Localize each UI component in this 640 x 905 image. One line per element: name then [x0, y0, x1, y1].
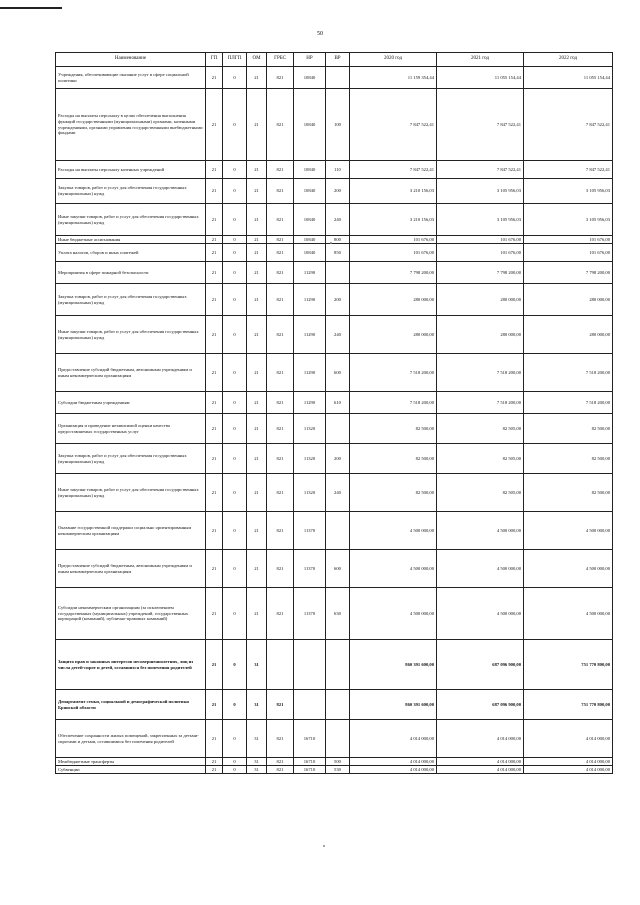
cell-gp: 21 — [206, 236, 223, 244]
cell-nr: 10840 — [294, 89, 326, 161]
cell-vr: 530 — [326, 766, 350, 774]
col-header-gp: ГП — [206, 53, 223, 67]
table-row — [56, 204, 613, 236]
cell-nr: 11290 — [294, 354, 326, 392]
table-row — [56, 316, 613, 354]
table-row — [56, 67, 613, 89]
cell-gp: 21 — [206, 690, 223, 720]
cell-y2022: 7 847 522,41 — [524, 161, 613, 179]
cell-om: 21 — [247, 392, 267, 414]
cell-vr — [326, 720, 350, 758]
cell-y2022: 82 500,00 — [524, 474, 613, 512]
cell-y2022: 4 014 000,00 — [524, 766, 613, 774]
cell-vr: 630 — [326, 588, 350, 640]
cell-vr: 100 — [326, 89, 350, 161]
cell-om: 21 — [247, 284, 267, 316]
cell-om: 21 — [247, 354, 267, 392]
cell-gp: 21 — [206, 161, 223, 179]
cell-y2021: 7 798 200,00 — [437, 262, 524, 284]
cell-vr — [326, 414, 350, 444]
cell-vr: 200 — [326, 284, 350, 316]
cell-nr: 16710 — [294, 720, 326, 758]
cell-vr: 800 — [326, 236, 350, 244]
cell-nr: 10840 — [294, 179, 326, 204]
table-row — [56, 262, 613, 284]
cell-name: Иные бюджетные ассигнования — [56, 236, 206, 244]
cell-y2020: 11 159 354,44 — [350, 67, 437, 89]
cell-nr: 11290 — [294, 262, 326, 284]
cell-plgp: 0 — [223, 67, 247, 89]
cell-om: 21 — [247, 204, 267, 236]
cell-y2021: 280 000,00 — [437, 316, 524, 354]
cell-om: 21 — [247, 262, 267, 284]
cell-plgp: 0 — [223, 758, 247, 766]
cell-gp: 21 — [206, 204, 223, 236]
cell-name: Расходы на выплаты персоналу казенных учреждений — [56, 161, 206, 179]
cell-y2022: 751 770 800,00 — [524, 640, 613, 690]
cell-vr — [326, 262, 350, 284]
cell-vr — [326, 67, 350, 89]
table-row — [56, 392, 613, 414]
col-header-grbs: ГРБС — [267, 53, 294, 67]
cell-vr: 610 — [326, 392, 350, 414]
cell-om: 21 — [247, 89, 267, 161]
cell-grbs: 821 — [267, 690, 294, 720]
cell-om: 31 — [247, 720, 267, 758]
cell-gp: 21 — [206, 474, 223, 512]
cell-y2020: 4 014 000,00 — [350, 720, 437, 758]
cell-grbs: 821 — [267, 316, 294, 354]
cell-grbs: 821 — [267, 204, 294, 236]
cell-grbs: 821 — [267, 766, 294, 774]
table-row — [56, 179, 613, 204]
cell-y2021: 101 676,00 — [437, 236, 524, 244]
cell-vr: 500 — [326, 758, 350, 766]
cell-om: 21 — [247, 161, 267, 179]
cell-plgp: 0 — [223, 392, 247, 414]
table-row — [56, 512, 613, 550]
table-row — [56, 550, 613, 588]
cell-y2022: 101 676,00 — [524, 244, 613, 262]
cell-y2022: 751 770 800,00 — [524, 690, 613, 720]
cell-y2020: 280 000,00 — [350, 316, 437, 354]
cell-plgp: 0 — [223, 640, 247, 690]
table-row — [56, 161, 613, 179]
cell-om: 21 — [247, 474, 267, 512]
cell-y2021: 687 096 900,00 — [437, 640, 524, 690]
cell-y2022: 7 798 200,00 — [524, 262, 613, 284]
cell-name: Закупка товаров, работ и услуг для обеспечения государственных (муниципальных) нужд — [56, 179, 206, 204]
cell-gp: 21 — [206, 67, 223, 89]
cell-plgp: 0 — [223, 284, 247, 316]
cell-y2020: 7 847 522,41 — [350, 89, 437, 161]
cell-y2022: 3 105 956,03 — [524, 179, 613, 204]
cell-gp: 21 — [206, 414, 223, 444]
cell-grbs: 821 — [267, 179, 294, 204]
cell-plgp: 0 — [223, 204, 247, 236]
col-header-plgp: ПЛГП — [223, 53, 247, 67]
cell-y2020: 101 676,00 — [350, 244, 437, 262]
col-header-name: Наименование — [56, 53, 206, 67]
page-number: 50 — [317, 31, 323, 37]
table-header-row — [56, 53, 613, 67]
cell-nr: 11320 — [294, 414, 326, 444]
cell-y2020: 82 500,00 — [350, 474, 437, 512]
cell-nr: 11370 — [294, 588, 326, 640]
cell-grbs: 821 — [267, 284, 294, 316]
cell-vr — [326, 690, 350, 720]
cell-y2021: 82 505,00 — [437, 474, 524, 512]
col-header-2020: 2020 год — [350, 53, 437, 67]
cell-om: 21 — [247, 179, 267, 204]
cell-nr: 10840 — [294, 204, 326, 236]
table-row — [56, 720, 613, 758]
cell-name: Межбюджетные трансферты — [56, 758, 206, 766]
cell-gp: 21 — [206, 588, 223, 640]
cell-gp: 21 — [206, 444, 223, 474]
cell-y2020: 7 518 200,00 — [350, 354, 437, 392]
cell-nr: 10840 — [294, 244, 326, 262]
cell-y2022: 280 000,00 — [524, 316, 613, 354]
cell-gp: 21 — [206, 284, 223, 316]
cell-gp: 21 — [206, 244, 223, 262]
table-row — [56, 474, 613, 512]
cell-om: 31 — [247, 640, 267, 690]
cell-y2022: 4 500 000,00 — [524, 512, 613, 550]
col-header-vr: ВР — [326, 53, 350, 67]
cell-grbs — [267, 640, 294, 690]
table-row — [56, 414, 613, 444]
cell-vr: 110 — [326, 161, 350, 179]
cell-y2020: 7 798 200,00 — [350, 262, 437, 284]
cell-plgp: 0 — [223, 550, 247, 588]
cell-nr: 10840 — [294, 67, 326, 89]
cell-y2022: 280 000,00 — [524, 284, 613, 316]
cell-om: 21 — [247, 316, 267, 354]
cell-plgp: 0 — [223, 236, 247, 244]
cell-plgp: 0 — [223, 354, 247, 392]
cell-plgp: 0 — [223, 766, 247, 774]
table-row — [56, 284, 613, 316]
cell-nr: 11290 — [294, 284, 326, 316]
cell-nr — [294, 640, 326, 690]
cell-plgp: 0 — [223, 690, 247, 720]
cell-gp: 21 — [206, 262, 223, 284]
cell-nr — [294, 690, 326, 720]
cell-grbs: 821 — [267, 392, 294, 414]
cell-vr: 850 — [326, 244, 350, 262]
cell-name: Расходы на выплаты персоналу в целях обеспечения выполнения функций государственными (муниципальными) органами, казенными учреждениями, органами управления государственными внебюджетными фондами — [56, 89, 206, 161]
cell-y2021: 82 505,00 — [437, 444, 524, 474]
cell-nr: 16710 — [294, 758, 326, 766]
cell-nr: 11290 — [294, 316, 326, 354]
cell-y2021: 101 676,00 — [437, 244, 524, 262]
cell-nr: 11370 — [294, 550, 326, 588]
cell-plgp: 0 — [223, 262, 247, 284]
cell-y2020: 3 210 156,03 — [350, 179, 437, 204]
cell-y2021: 11 055 154,44 — [437, 67, 524, 89]
cell-y2022: 3 105 956,03 — [524, 204, 613, 236]
cell-vr: 600 — [326, 354, 350, 392]
cell-nr: 10840 — [294, 161, 326, 179]
cell-gp: 21 — [206, 720, 223, 758]
cell-grbs: 821 — [267, 512, 294, 550]
cell-name: Иные закупки товаров, работ и услуг для обеспечения государственных (муниципальных) нужд — [56, 204, 206, 236]
cell-om: 21 — [247, 512, 267, 550]
cell-plgp: 0 — [223, 720, 247, 758]
cell-om: 31 — [247, 690, 267, 720]
cell-name: Предоставление субсидий бюджетным, автономным учреждениям и иным некоммерческим организациям — [56, 550, 206, 588]
cell-y2020: 7 847 522,41 — [350, 161, 437, 179]
cell-name: Закупка товаров, работ и услуг для обеспечения государственных (муниципальных) нужд — [56, 444, 206, 474]
cell-y2021: 3 105 956,03 — [437, 204, 524, 236]
col-header-om: ОМ — [247, 53, 267, 67]
cell-plgp: 0 — [223, 244, 247, 262]
cell-om: 21 — [247, 244, 267, 262]
cell-y2021: 4 500 000,00 — [437, 588, 524, 640]
cell-grbs: 821 — [267, 354, 294, 392]
table-row — [56, 588, 613, 640]
cell-y2020: 860 391 600,00 — [350, 640, 437, 690]
cell-y2021: 7 518 200,00 — [437, 392, 524, 414]
cell-y2020: 82 500,00 — [350, 414, 437, 444]
cell-grbs: 821 — [267, 720, 294, 758]
cell-grbs: 821 — [267, 161, 294, 179]
cell-gp: 21 — [206, 316, 223, 354]
cell-name: Субсидии некоммерческим организациям (за исключением государственных (муниципальных) учреждений, государственных корпораций (компаний), публично-правовых компаний) — [56, 588, 206, 640]
cell-y2020: 7 518 200,00 — [350, 392, 437, 414]
cell-grbs: 821 — [267, 89, 294, 161]
table-row — [56, 758, 613, 766]
col-header-2022: 2022 год — [524, 53, 613, 67]
cell-nr: 11320 — [294, 444, 326, 474]
table-row — [56, 354, 613, 392]
cell-y2021: 280 000,00 — [437, 284, 524, 316]
cell-y2021: 4 500 000,00 — [437, 512, 524, 550]
cell-vr: 240 — [326, 474, 350, 512]
cell-y2022: 7 518 200,00 — [524, 354, 613, 392]
cell-gp: 21 — [206, 179, 223, 204]
cell-vr — [326, 512, 350, 550]
cell-om: 21 — [247, 588, 267, 640]
cell-vr: 200 — [326, 179, 350, 204]
cell-gp: 21 — [206, 758, 223, 766]
cell-vr: 600 — [326, 550, 350, 588]
cell-name: Мероприятия в сфере пожарной безопасности — [56, 262, 206, 284]
cell-name: Иные закупки товаров, работ и услуг для обеспечения государственных (муниципальных) нужд — [56, 316, 206, 354]
cell-om: 21 — [247, 444, 267, 474]
cell-y2022: 4 500 000,00 — [524, 550, 613, 588]
cell-grbs: 821 — [267, 244, 294, 262]
cell-gp: 21 — [206, 766, 223, 774]
cell-gp: 21 — [206, 392, 223, 414]
cell-name: Оказание государственной поддержки социально ориентированным некоммерческим организациям — [56, 512, 206, 550]
cell-vr: 240 — [326, 204, 350, 236]
cell-plgp: 0 — [223, 474, 247, 512]
cell-y2022: 4 014 000,00 — [524, 758, 613, 766]
cell-y2020: 4 014 000,00 — [350, 766, 437, 774]
cell-y2022: 4 500 000,00 — [524, 588, 613, 640]
cell-y2021: 7 847 522,41 — [437, 161, 524, 179]
cell-gp: 21 — [206, 354, 223, 392]
cell-om: 21 — [247, 236, 267, 244]
cell-name: Иные закупки товаров, работ и услуг для обеспечения государственных (муниципальных) нужд — [56, 474, 206, 512]
cell-nr: 11320 — [294, 474, 326, 512]
cell-name: Закупка товаров, работ и услуг для обеспечения государственных (муниципальных) нужд — [56, 284, 206, 316]
cell-y2020: 101 676,00 — [350, 236, 437, 244]
cell-y2021: 82 505,00 — [437, 414, 524, 444]
cell-y2021: 4 014 000,00 — [437, 758, 524, 766]
cell-name: Защита прав и законных интересов несовершеннолетних, лиц из числа детей-сирот и детей, оставшихся без попечения родителей — [56, 640, 206, 690]
cell-gp: 21 — [206, 640, 223, 690]
cell-nr: 10840 — [294, 236, 326, 244]
cell-name: Уплата налогов, сборов и иных платежей — [56, 244, 206, 262]
cell-y2022: 11 055 154,44 — [524, 67, 613, 89]
table-row — [56, 236, 613, 244]
cell-y2020: 4 500 000,00 — [350, 550, 437, 588]
cell-y2020: 280 000,00 — [350, 284, 437, 316]
table-row — [56, 244, 613, 262]
cell-plgp: 0 — [223, 512, 247, 550]
table-row — [56, 89, 613, 161]
cell-y2021: 3 105 956,03 — [437, 179, 524, 204]
cell-y2020: 82 500,00 — [350, 444, 437, 474]
cell-grbs: 821 — [267, 444, 294, 474]
cell-grbs: 821 — [267, 474, 294, 512]
cell-gp: 21 — [206, 512, 223, 550]
table-row — [56, 444, 613, 474]
cell-name: Организация и проведение независимой оценки качества предоставляемых государственных услуг — [56, 414, 206, 444]
cell-nr: 11290 — [294, 392, 326, 414]
scan-speck — [330, 242, 332, 244]
cell-y2022: 7 518 200,00 — [524, 392, 613, 414]
cell-grbs: 821 — [267, 262, 294, 284]
cell-y2021: 7 847 522,41 — [437, 89, 524, 161]
cell-y2021: 7 518 200,00 — [437, 354, 524, 392]
cell-grbs: 821 — [267, 588, 294, 640]
cell-y2020: 3 210 156,03 — [350, 204, 437, 236]
cell-name: Учреждения, обеспечивающие оказание услуг в сфере социальной политики — [56, 67, 206, 89]
table-body — [56, 67, 613, 774]
cell-grbs: 821 — [267, 236, 294, 244]
scan-edge-line — [0, 7, 62, 9]
cell-grbs: 821 — [267, 550, 294, 588]
scan-speck — [323, 845, 325, 847]
cell-om: 31 — [247, 758, 267, 766]
cell-y2022: 101 676,00 — [524, 236, 613, 244]
cell-y2022: 82 500,00 — [524, 444, 613, 474]
table-row — [56, 640, 613, 690]
cell-y2021: 4 014 000,00 — [437, 720, 524, 758]
cell-name: Обеспечение сохранности жилых помещений, закрепленных за детьми-сиротами и детьми, оставшимися без попечения родителей — [56, 720, 206, 758]
cell-gp: 21 — [206, 89, 223, 161]
cell-plgp: 0 — [223, 316, 247, 354]
cell-vr: 200 — [326, 444, 350, 474]
cell-plgp: 0 — [223, 588, 247, 640]
table-row — [56, 690, 613, 720]
cell-vr — [326, 640, 350, 690]
cell-plgp: 0 — [223, 161, 247, 179]
col-header-nr: НР — [294, 53, 326, 67]
cell-y2022: 4 014 000,00 — [524, 720, 613, 758]
cell-y2022: 82 500,00 — [524, 414, 613, 444]
cell-y2020: 4 500 000,00 — [350, 512, 437, 550]
cell-om: 21 — [247, 414, 267, 444]
cell-plgp: 0 — [223, 179, 247, 204]
cell-om: 21 — [247, 67, 267, 89]
cell-plgp: 0 — [223, 89, 247, 161]
cell-om: 21 — [247, 550, 267, 588]
table-row — [56, 766, 613, 774]
cell-y2020: 4 500 000,00 — [350, 588, 437, 640]
cell-y2021: 4 014 000,00 — [437, 766, 524, 774]
cell-name: Предоставление субсидий бюджетным, автономным учреждениям и иным некоммерческим организациям — [56, 354, 206, 392]
cell-name: Субвенции — [56, 766, 206, 774]
cell-vr: 240 — [326, 316, 350, 354]
cell-name: Департамент семьи, социальной и демографической политики Брянской области — [56, 690, 206, 720]
cell-name: Субсидии бюджетным учреждениям — [56, 392, 206, 414]
budget-table — [55, 52, 613, 774]
cell-y2020: 4 014 000,00 — [350, 758, 437, 766]
cell-grbs: 821 — [267, 67, 294, 89]
cell-y2022: 7 847 522,41 — [524, 89, 613, 161]
cell-grbs: 821 — [267, 414, 294, 444]
cell-y2020: 860 391 600,00 — [350, 690, 437, 720]
cell-plgp: 0 — [223, 414, 247, 444]
cell-grbs: 821 — [267, 758, 294, 766]
col-header-2021: 2021 год — [437, 53, 524, 67]
cell-plgp: 0 — [223, 444, 247, 474]
cell-gp: 21 — [206, 550, 223, 588]
cell-nr: 16710 — [294, 766, 326, 774]
cell-y2021: 687 096 900,00 — [437, 690, 524, 720]
cell-y2021: 4 500 000,00 — [437, 550, 524, 588]
cell-om: 31 — [247, 766, 267, 774]
cell-nr: 11370 — [294, 512, 326, 550]
